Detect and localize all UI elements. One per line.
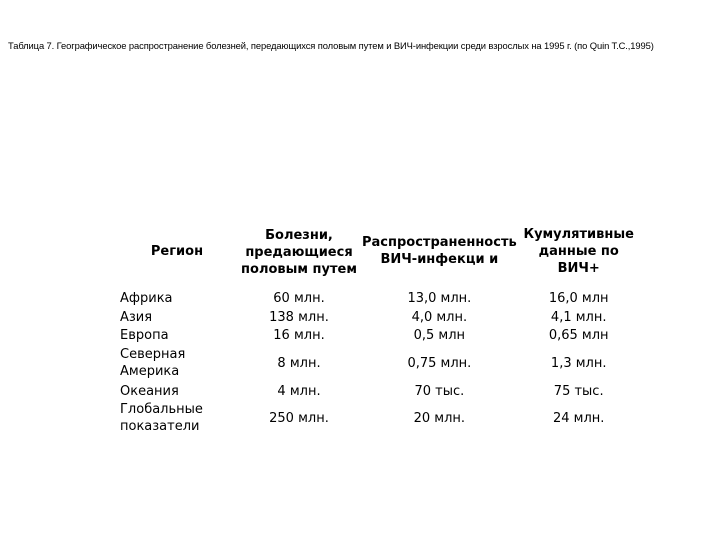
cell-hiv-cumulative: 1,3 млн.: [550, 355, 607, 371]
cell-hiv-prevalence: 20 млн.: [413, 410, 466, 426]
table-row: [116, 308, 639, 326]
cell-hiv-prevalence: 13,0 млн.: [407, 290, 472, 306]
cell-hiv-cumulative: 0,65 млн: [548, 327, 609, 343]
table-row: [116, 382, 639, 400]
cell-std: 8 млн.: [277, 355, 321, 371]
data-table: [116, 214, 639, 436]
cell-std: 16 млн.: [273, 327, 325, 343]
table-row: [116, 326, 639, 344]
cell-region: Океания: [120, 383, 179, 399]
table-header-row: [116, 214, 639, 288]
cell-std: 138 млн.: [269, 309, 329, 325]
table-row: [116, 400, 639, 436]
cell-region: Европа: [120, 327, 169, 343]
cell-std: 60 млн.: [273, 290, 325, 306]
cell-hiv-cumulative: 16,0 млн: [548, 290, 609, 306]
column-header-hiv-prevalence: Распространенность ВИЧ-инфекци и: [362, 235, 517, 267]
cell-hiv-cumulative: 24 млн.: [552, 410, 605, 426]
table-row: [116, 344, 639, 382]
table-caption: Таблица 7. Географическое распространение болезней, передающихся половым путем и ВИЧ-инфекции среди взрослых на 1995 г. (по Quin T.C.,1995): [8, 40, 654, 51]
table-row: [116, 288, 639, 308]
cell-hiv-cumulative: 75 тыс.: [553, 383, 604, 399]
column-header-region: Регион: [150, 243, 204, 259]
column-header-std: Болезни, предающиеся половым путем: [241, 227, 357, 277]
cell-hiv-cumulative: 4,1 млн.: [550, 309, 607, 325]
column-header-hiv-cumulative: Кумулятивные данные по ВИЧ+: [523, 226, 634, 276]
cell-hiv-prevalence: 4,0 млн.: [411, 309, 468, 325]
cell-std: 250 млн.: [269, 410, 329, 426]
cell-std: 4 млн.: [277, 383, 321, 399]
cell-hiv-prevalence: 70 тыс.: [414, 383, 465, 399]
cell-region: Африка: [120, 290, 173, 306]
cell-hiv-prevalence: 0,5 млн: [413, 327, 466, 343]
cell-region: Северная Америка: [120, 347, 186, 379]
cell-hiv-prevalence: 0,75 млн.: [407, 355, 472, 371]
cell-region: Азия: [120, 309, 153, 325]
cell-region: Глобальные показатели: [120, 402, 203, 434]
